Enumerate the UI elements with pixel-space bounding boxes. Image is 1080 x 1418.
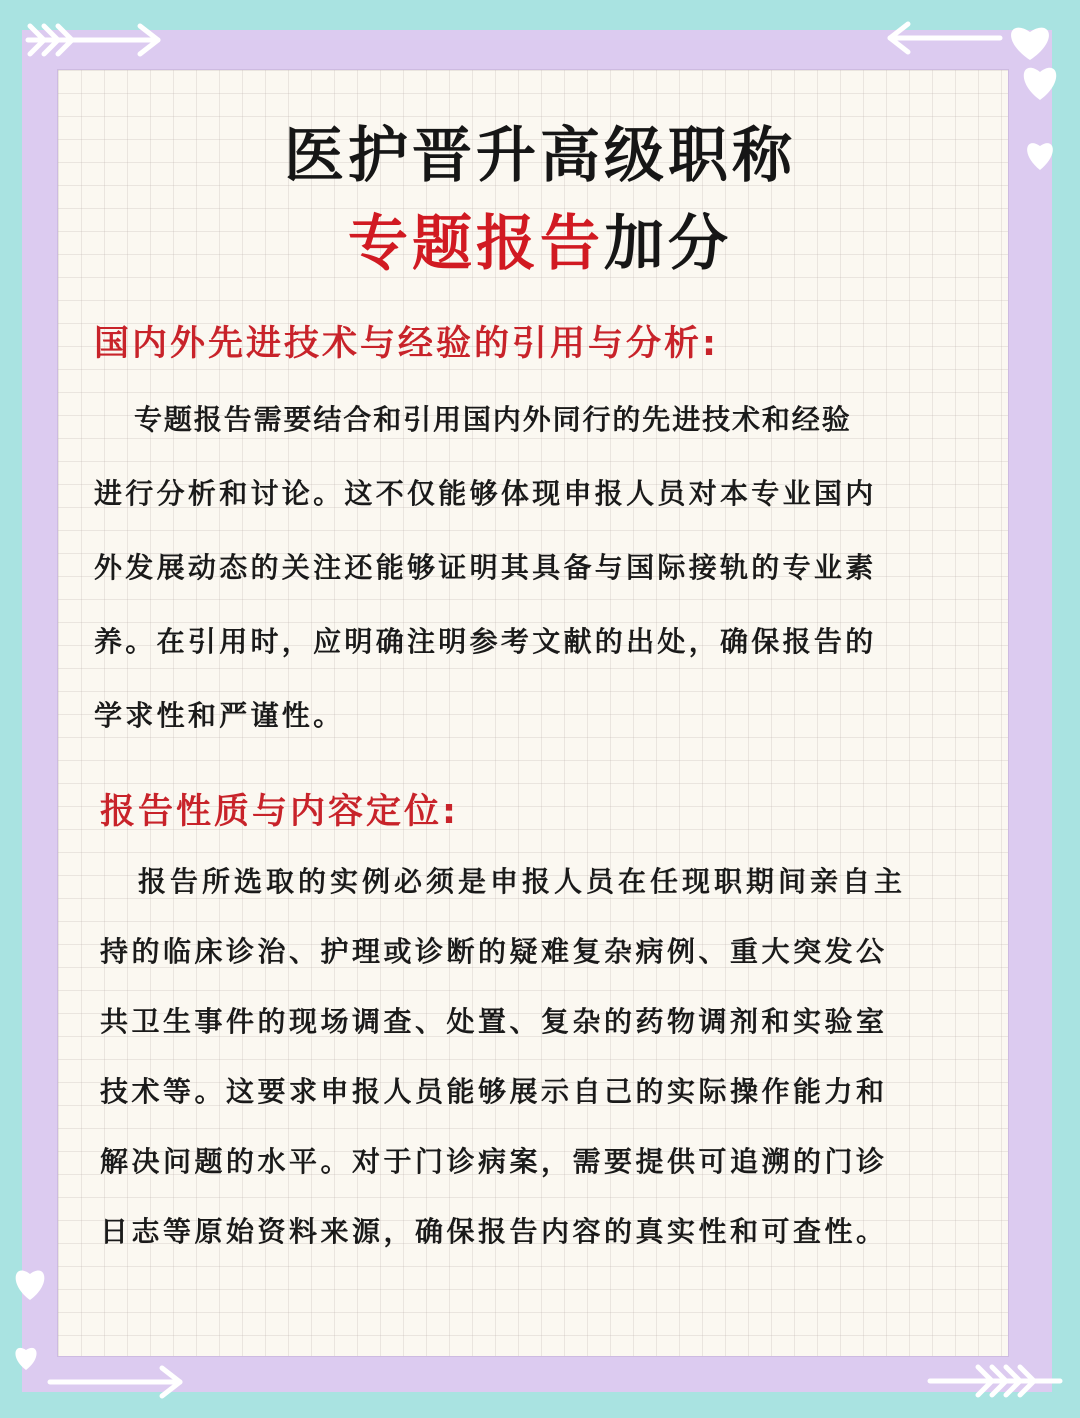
paragraph-line: 专题报告需要结合和引用国内外同行的先进技术和经验 xyxy=(134,403,852,436)
paragraph-line: 外发展动态的关注还能够证明其具备与国际接轨的专业素 xyxy=(94,551,877,584)
paragraph-line: 技术等。这要求申报人员能够展示自己的实际操作能力和 xyxy=(100,1075,888,1108)
subtitle-rest: 加分 xyxy=(604,209,732,279)
paragraph-line: 报告所选取的实例必须是申报人员在任现职期间亲自主 xyxy=(138,865,907,898)
paragraph-line: 进行分析和讨论。这不仅能够体现申报人员对本专业国内 xyxy=(94,477,877,510)
paragraph-line: 养。在引用时，应明确注明参考文献的出处，确保报告的 xyxy=(94,625,877,658)
paragraph-line: 解决问题的水平。对于门诊病案，需要提供可追溯的门诊 xyxy=(100,1145,888,1178)
subtitle-highlight: 专题报告 xyxy=(348,209,604,279)
section-heading: 国内外先进技术与经验的引用与分析: xyxy=(94,324,719,364)
arrow-decoration-icon xyxy=(920,1356,1070,1406)
paragraph-line: 共卫生事件的现场调查、处置、复杂的药物调剂和实验室 xyxy=(100,1005,888,1038)
arrow-decoration-icon xyxy=(40,1360,190,1404)
paragraph-line: 学求性和严谨性。 xyxy=(94,699,345,732)
paragraph-line: 日志等原始资料来源，确保报告内容的真实性和可查性。 xyxy=(100,1215,888,1248)
page-subtitle xyxy=(0,196,1080,282)
section-heading: 报告性质与内容定位: xyxy=(100,792,459,832)
page-title: 医护晋升高级职称 xyxy=(284,121,796,191)
paragraph-line: 持的临床诊治、护理或诊断的疑难复杂病例、重大突发公 xyxy=(100,935,888,968)
arrow-decoration-icon xyxy=(18,18,168,62)
